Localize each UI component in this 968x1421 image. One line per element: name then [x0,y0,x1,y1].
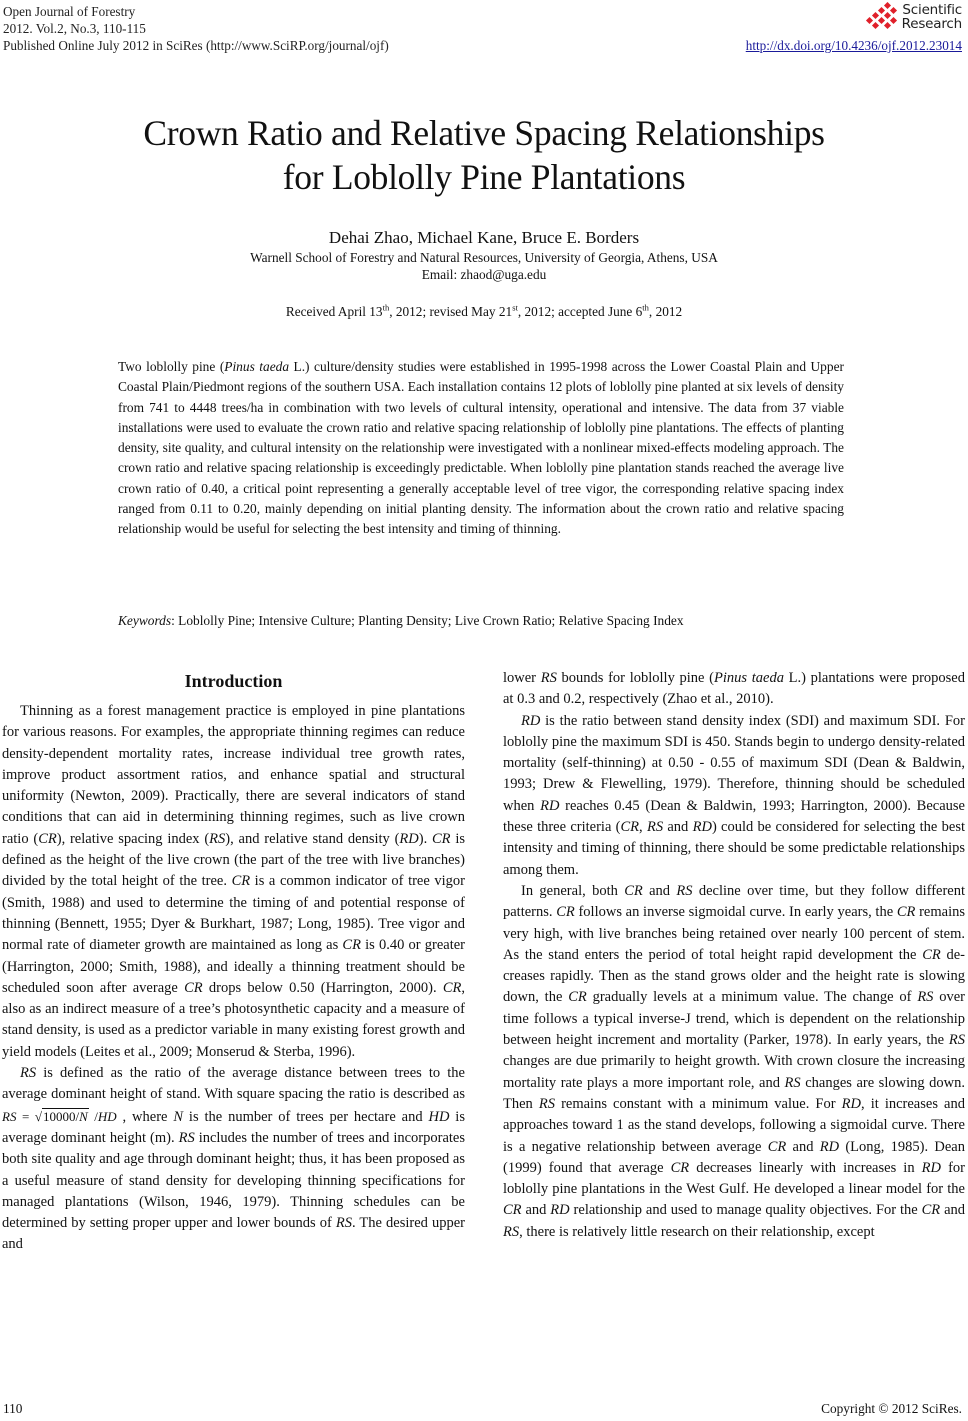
text: and [940,1202,966,1219]
text: changes are due primarily to height growth. With crown closure the increasing mortality rate plays a more important role, and [503,1053,965,1091]
term: RS [676,882,693,899]
paragraph [503,881,965,1243]
formula-lhs: RS [2,1108,17,1124]
paragraph [503,668,965,711]
term: CR [921,1202,941,1219]
sqrt-symbol: √ [34,1108,42,1124]
term: RS [178,1129,195,1146]
logo-line-scientific: Scientific [902,2,962,18]
ordinal-suffix: st [512,302,518,313]
journal-header [3,3,389,54]
term: RS [646,819,664,836]
text: changes are slowing down. Then [503,1074,965,1112]
author-email: Email: zhaod@uga.edu [421,267,547,282]
term: RD [921,1159,941,1176]
published-info: Published Online July 2012 in SciRes (http://www.SciRP.org/journal/ojf) [3,38,389,53]
volume-info: 2012. Vol.2, No.3, 110-115 [3,21,146,36]
term: CR [556,904,575,921]
abstract-text: L.) culture/density studies were established in 1995-1998 across the Lower Coastal Plain and Upper Coastal Plain/Piedmont regions of the southern USA. Each installation contains 12 plots of loblolly pine planted at six levels of density from 741 to 4448 trees/ha in combination with two levels of cultural intensity, operational and intensive. The data from 37 viable installations were used to evaluate the crown ratio and relative spacing relationship of loblolly pine plantations. The effects of planting density, site quality, and cultural intensity on the relationship were investigated with a nonlinear mixed-effects modeling approach. The crown ratio and relative spacing relationship is exceedingly predictable. When loblolly pine plantation stands reached the average live crown ratio of 0.40, a critical point representing a generally acceptable level of tree vigor, the corresponding relative spacing index ranged from 0.11 to 0.20, mainly depending on initial planting density. The information about the crown ratio and relative spacing relationship would be useful for selecting the best intensity and timing of thinning. [118,359,844,537]
doi-link[interactable]: http://dx.doi.org/10.4236/ojf.2012.23014 [745,38,962,53]
text: and [521,1202,551,1219]
term: RD [819,1138,840,1155]
term: RD [841,1095,861,1112]
term: CR [432,830,451,847]
term: CR [624,882,643,899]
text: is defined as the height of the live crown (the part of the tree with live branches) divided by the total height of the tree. [2,830,466,890]
ordinal-suffix: th [382,302,390,313]
term: RS [335,1215,352,1232]
text: ), and relative stand density ( [225,830,400,847]
copyright-notice: Copyright © 2012 SciRes. [821,1401,962,1416]
text: is 0.40 or greater (Harrington, 2000; Smith, 1988), and ideally a thinning treatment should be scheduled soon after average [2,937,465,996]
term: HD [428,1108,450,1125]
text: over time follows a typical inverse-J trend, which is dependent on the relationship between height increment and mortality (Parker, 1978). In early years, the [503,989,966,1049]
publisher-header [746,0,962,54]
term: CR [184,979,203,996]
term: RS [503,1223,520,1240]
term: CR [342,937,361,954]
text: decreases rapidly. Then as the stand grows older and the height rate is slowing down, the [503,946,966,1006]
term: RS [209,830,226,847]
abstract-text: Two loblolly pine ( [118,359,225,374]
formula-hd: HD [97,1108,117,1124]
term: RD [399,830,419,847]
term: CR [767,1138,787,1155]
text: decreases linearly with increases in [689,1159,922,1176]
term: RS [917,989,934,1006]
section-heading-introduction: Introduction [184,671,283,691]
term: N [173,1108,184,1125]
revised-date: , 2012; revised May 21 [389,304,513,319]
text: gradually levels at a minimum value. The change of [586,989,918,1006]
term: RD [692,819,712,836]
publisher-logo [746,0,962,34]
species-name: Pinus taeda [224,359,290,374]
text: follows an inverse sigmoidal curve. In early years, the [574,904,897,921]
formula-radicand [42,1108,89,1124]
term: RS [784,1074,801,1091]
rs-formula [2,1108,117,1124]
text: In general, both [521,882,625,899]
text: remains very high, with live branches being retained over nearly 100 percent of stem. As the stand enters the period of total height rapid development the [503,904,965,963]
text: is a common indicator of tree vigor (Smith, 1988) and used to determine the timing of and potential response of thinning (Bennett, 1955; Dyer & Burkhart, 1987; Long, 1985). Tree vigor and normal rate of diameter growth are maintained as long as [2,873,465,954]
term: RD [550,1202,570,1219]
text: lower [503,670,541,686]
text: reaches 0.45 (Dean & Baldwin, 1993; Harrington, 2000). Because these three criteria ( [503,797,965,836]
keywords-list: : Loblolly Pine; Intensive Culture; Planting Density; Live Crown Ratio; Relative Spacing Index [171,613,684,628]
left-column [2,668,465,1256]
text: decline over time, but they follow different patterns. [503,882,966,921]
authors: Dehai Zhao, Michael Kane, Bruce E. Borders [328,228,640,247]
formula-slash: / [88,1108,98,1124]
right-column [503,668,965,1243]
journal-name: Open Journal of Forestry [3,4,136,19]
term: CR [670,1159,690,1176]
text: and [642,882,677,899]
text: , there is relatively little research on their relationship, except [519,1223,875,1240]
term: CR [568,989,587,1006]
text: is defined as the ratio of the average distance between trees to the average dominant height of stand. With square spacing the ratio is described as [2,1065,465,1103]
formula-equals: = [16,1108,35,1124]
scientific-research-logo-icon [865,2,899,32]
term: RD [540,797,560,814]
received-date: Received April 13 [285,304,383,319]
logo-line-research: Research [901,16,962,32]
title-line-2: for Loblolly Pine Plantations [282,157,686,197]
term: CR [38,830,57,847]
term: RS [538,1095,555,1112]
abstract [118,357,844,540]
text: remains constant with a minimum value. For [554,1095,842,1112]
species-name: Pinus taeda [714,670,784,686]
text: and [663,819,693,836]
text: and [786,1138,820,1155]
text: . The desired upper and [2,1215,465,1253]
term: CR [922,946,941,963]
term: CR [231,873,251,890]
keywords-label: Keywords [118,613,172,628]
formula-n: N [79,1108,88,1124]
term: CR [442,979,462,996]
text: , also as an indirect measure of a tree’s photosynthetic capacity and a measure of stand density, is used as a predictor variable in many existing forest growth and yield models (Leites et al., 2009; Monserud & Sterba, 1996). [2,979,465,1060]
text: includes the number of trees and incorporates both site quality and age through dominant height; thus, it has been proposed as a useful measure of stand density for developing thinning specifications for managed plantations (Wilson, 1946, 1979). Thinning schedules can be determined by setting proper upper and lower bounds of [2,1129,465,1232]
text: for loblolly pine plantations in the West Gulf. He developed a linear model for the [503,1159,965,1198]
text: is the ratio between stand density index (SDI) and maximum SDI. For loblolly pine the maximum SDI is 450. Stands begin to undergo density-related mortality (self-thinning) at 0.50 - 0.55 of maximum SDI (Dean & Baldwin, 1993; Drew & Flewelling, 1979). Therefore, thinning should be scheduled when [503,712,965,814]
term: RD [521,712,541,729]
text: ), relative spacing index ( [56,830,210,847]
date-tail: , 2012 [648,304,683,319]
term: CR [896,904,916,921]
text: , where [116,1108,174,1125]
term: RS [540,670,557,686]
text: (Long, 1985). Dean (1999) found that average [503,1138,965,1176]
text: relationship and used to manage quality objectives. For the [569,1202,922,1219]
text: , [639,819,647,836]
article-title [0,111,968,199]
article-dates [0,302,968,322]
text: ). [418,830,433,847]
paragraph [2,701,465,1063]
term: RS [20,1065,37,1082]
logo-text [902,3,962,31]
text: , it increases and approaches toward 1 as the stand develops, following a sigmoidal curve. There is a negative relationship between average [503,1095,965,1155]
text: Thinning as a forest management practice is employed in pine plantations for various reasons. For examples, the appropriate thinning regimes can reduce density-dependent mortality rates, increase individual tree growth rates, improve product assortment ratios, and enhance spatial and structural uniformity (Newton, 2009). Practically, there are several indicators of stand conditions that can aid in determining thinning regimes, such as live crown ratio ( [2,703,465,847]
ordinal-suffix: th [642,302,649,313]
affiliation: Warnell School of Forestry and Natural Resources, University of Georgia, Athens, USA [250,250,718,265]
text: ) could be considered for selecting the best intensity and timing of thinning, there should be some predictable relationships among them. [503,819,965,878]
term: RS [948,1032,965,1049]
paragraph [2,1063,465,1256]
title-line-1: Crown Ratio and Relative Spacing Relationships [143,113,825,153]
page-number: 110 [3,1401,23,1416]
text: is average dominant height (m). [2,1108,465,1146]
text: L.) plantations were proposed at 0.3 and 0.2, respectively (Zhao et al., 2010). [503,670,965,708]
text: drops below 0.50 (Harrington, 2000). [202,979,443,996]
term: CR [503,1202,522,1219]
term: CR [620,819,640,836]
text: bounds for loblolly pine ( [556,670,715,686]
formula-number: 10000/ [42,1108,80,1124]
paragraph [503,711,965,881]
text: is the number of trees per hectare and [183,1108,429,1125]
accepted-date: , 2012; accepted June 6 [517,304,643,319]
keywords [118,611,844,631]
